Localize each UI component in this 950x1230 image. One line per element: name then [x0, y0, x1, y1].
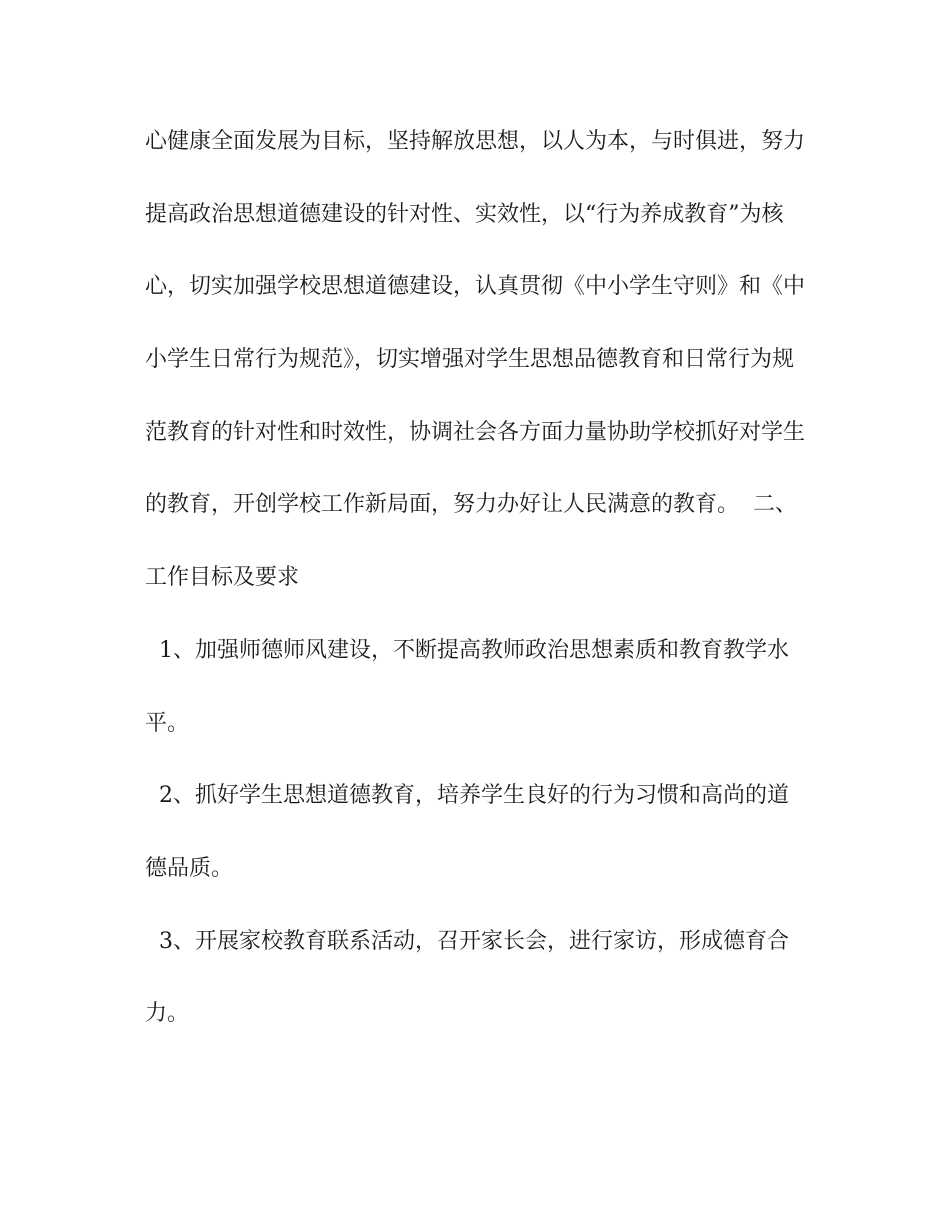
- list-item-1: 1、加强师德师风建设，不断提高教师政治思想素质和教育教学水: [145, 637, 789, 663]
- body-text: [145, 120, 805, 1065]
- list-item-2: 2、抓好学生思想道德教育，培养学生良好的行为习惯和高尚的道: [145, 783, 789, 809]
- text-line: 提高政治思想道德建设的针对性、实效性，以“行为养成教育”为核: [145, 201, 784, 227]
- list-item-3: 3、开展家校教育联系活动，召开家长会，进行家访，形成德育合: [145, 928, 789, 954]
- section-heading: 工作目标及要求: [145, 565, 300, 591]
- text-line: 小学生日常行为规范》，切实增强对学生思想品德教育和日常行为规: [145, 347, 795, 373]
- text-line: 范教育的针对性和时效性，协调社会各方面力量协助学校抓好对学生: [145, 419, 806, 445]
- text-line: 心，切实加强学校思想道德建设，认真贯彻《中小学生守则》和《中: [145, 274, 806, 300]
- list-item-3-continued: 力。: [145, 1001, 190, 1027]
- text-line: 心健康全面发展为目标，坚持解放思想，以人为本，与时俱进，努力: [145, 129, 806, 154]
- list-item-2-continued: 德品质。: [145, 855, 234, 881]
- text-line: 的教育，开创学校工作新局面，努力办好让人民满意的教育。 二、: [145, 492, 797, 518]
- list-item-1-continued: 平。: [145, 710, 190, 736]
